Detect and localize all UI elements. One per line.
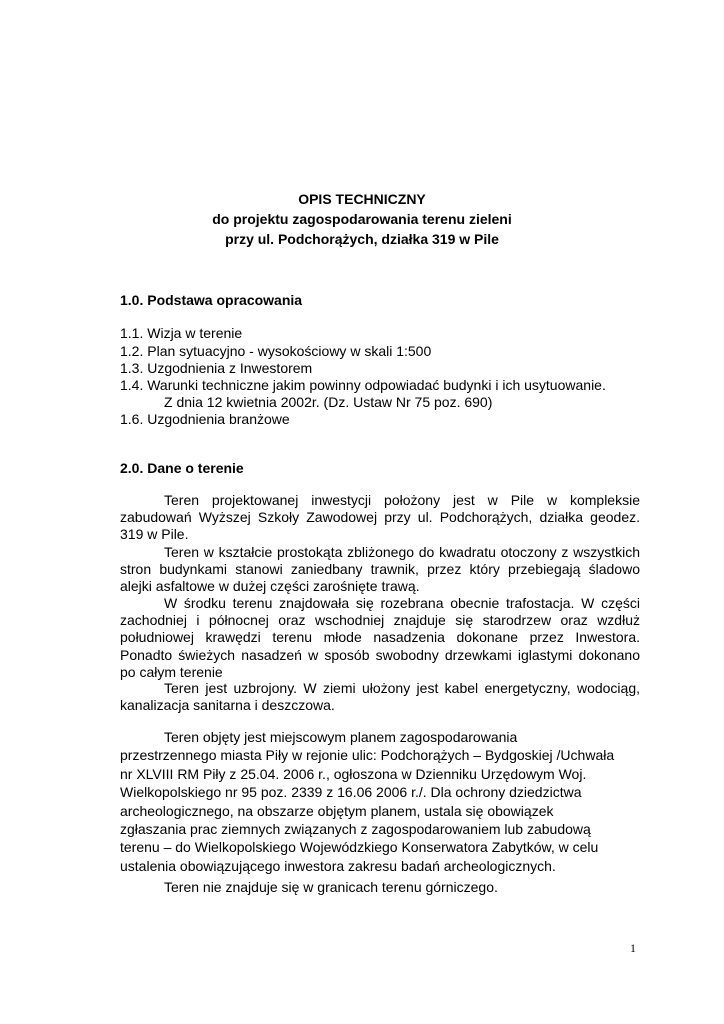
list-item-continuation: Z dnia 12 kwietnia 2002r. (Dz. Ustaw Nr 75 poz. 690) xyxy=(164,394,493,410)
plan-line: przestrzennego miasta Piły w rejonie ulic: Podchorążych – Bydgoskiej /Uchwała xyxy=(120,747,615,764)
title-line-2: do projektu zagospodarowania terenu zieleni xyxy=(212,211,512,227)
plan-line: nr XLVIII RM Piły z 25.04. 2006 r., ogłoszona w Dzienniku Urzędowym Woj. xyxy=(120,765,587,782)
plan-line: terenu – do Wielkopolskiego Wojewódzkiego Konserwatora Zabytków, w celu xyxy=(120,839,599,856)
paragraph xyxy=(120,492,640,544)
plan-line: Teren objęty jest miejscowym planem zagospodarowania xyxy=(164,729,518,745)
page-number: 1 xyxy=(630,941,636,955)
list-item: 1.2. Plan sytuacyjno - wysokościowy w skali 1:500 xyxy=(120,343,432,359)
paragraph-text: Teren jest uzbrojony. W ziemi ułożony jest kabel energetyczny, wodociąg, kanalizacja sanitarna i deszczowa. xyxy=(120,680,640,714)
list-item: 1.1. Wizja w terenie xyxy=(120,325,243,341)
paragraph xyxy=(120,680,640,714)
plan-line: zgłaszania prac ziemnych związanych z zagospodarowaniem lub zabudową xyxy=(120,821,591,838)
list-item: 1.4. Warunki techniczne jakim powinny odpowiadać budynki i ich usytuowanie. xyxy=(120,377,606,393)
paragraph xyxy=(120,544,640,596)
title-line-1: OPIS TECHNICZNY xyxy=(298,191,426,207)
plan-line: archeologicznego, na obszarze objętym planem, ustala się obowiązek xyxy=(120,802,554,819)
paragraph-text: W środku terenu znajdowała się rozebrana obecnie trafostacja. W części zachodniej i północnej oraz wschodniej znajduje się starodrzew oraz wzdłuż południowej krawędzi terenu młode nasadzenia dokonane przez Inwestora. Ponadto świeżych nasadzeń w sposób swobodny drzewkami iglastymi dokonano po całym terenie xyxy=(120,595,640,680)
document-title xyxy=(0,189,724,249)
plan-line: Wielkopolskiego nr 95 poz. 2339 z 16.06 2006 r./. Dla ochrony dziedzictwa xyxy=(120,784,582,801)
title-line-3: przy ul. Podchorążych, działka 319 w Pile xyxy=(225,231,499,247)
section-1-heading: 1.0. Podstawa opracowania xyxy=(120,292,303,308)
section-2-heading: 2.0. Dane o terenie xyxy=(120,460,244,476)
paragraph-text: Teren projektowanej inwestycji położony jest w Pile w kompleksie zabudowań Wyższej Szkoły Zawodowej przy ul. Podchorążych, działka geodez. 319 w Pile. xyxy=(120,492,640,543)
list-item: 1.6. Uzgodnienia branżowe xyxy=(120,411,290,427)
closing-paragraph: Teren nie znajduje się w granicach terenu górniczego. xyxy=(164,879,498,895)
paragraph xyxy=(120,595,640,681)
plan-paragraph xyxy=(120,728,614,875)
list-item: 1.3. Uzgodnienia z Inwestorem xyxy=(120,360,313,376)
plan-line: ustalenia obowiązującego inwestora zakresu badań archeologicznych. xyxy=(120,857,556,874)
paragraph-text: Teren w kształcie prostokąta zbliżonego do kwadratu otoczony z wszystkich stron budynkami stanowi zaniedbany trawnik, przez który przebiegają śladowo alejki asfaltowe w dużej części zarośnięte trawą. xyxy=(120,544,640,595)
